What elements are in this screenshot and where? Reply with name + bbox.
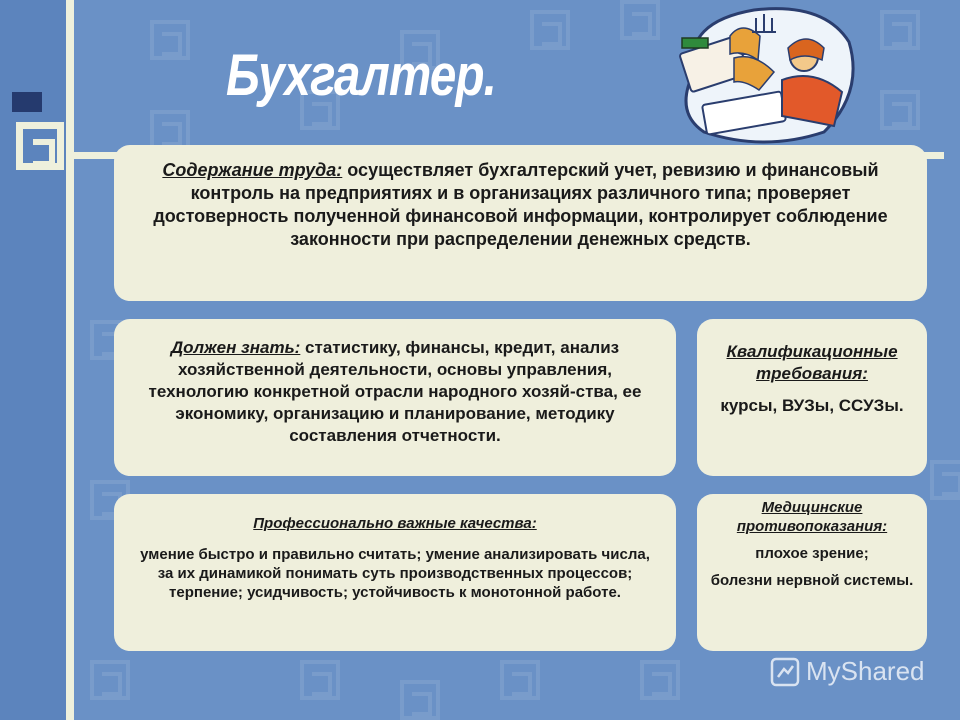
contraindications-card	[697, 494, 927, 651]
myshared-logo-icon	[770, 657, 800, 687]
must-know-heading: Должен знать:	[170, 338, 301, 357]
qualification-text: курсы, ВУЗы, ССУЗы.	[720, 396, 904, 415]
must-know-card	[114, 319, 676, 476]
watermark	[770, 656, 925, 687]
contraindication-item: плохое зрение;	[755, 545, 869, 562]
must-know-text: статистику, финансы, кредит, анализ хозяйственной деятельности, основы управления, технологию конкретной отрасли народного хозяй-ства, ее экономику, организацию и планирование, методику составления отчетности.	[148, 338, 642, 445]
professional-qualities-heading: Профессионально важные качества:	[253, 515, 537, 532]
work-content-card	[114, 145, 927, 301]
professional-qualities-text: умение быстро и правильно считать; умение анализировать числа, за их динамикой понимать суть производственных процессов; терпение; усидчивость; устойчивость к монотонной работе.	[140, 546, 650, 601]
professional-qualities-card	[114, 494, 676, 651]
qualification-heading: Квалификационные требования:	[726, 342, 898, 383]
work-content-heading: Содержание труда:	[162, 160, 343, 180]
vertical-stripe	[66, 0, 74, 720]
contraindication-item: болезни нервной системы.	[710, 572, 914, 589]
greek-key-ornament	[16, 122, 64, 170]
dark-accent-block	[12, 92, 42, 112]
contraindications-heading: Медицинские противопоказания:	[736, 499, 888, 535]
two-students-writing-clipart	[664, 2, 864, 152]
qualification-card	[697, 319, 927, 476]
watermark-text: MyShared	[806, 656, 925, 686]
slide-title: Бухгалтер.	[226, 43, 497, 108]
work-content-text: осуществляет бухгалтерский учет, ревизию и финансовый контроль на предприятиях и в организациях различного типа; проверяет достоверность полученной финансовой информации, контролирует соблюдение законности при распределении денежных средств.	[153, 160, 888, 249]
